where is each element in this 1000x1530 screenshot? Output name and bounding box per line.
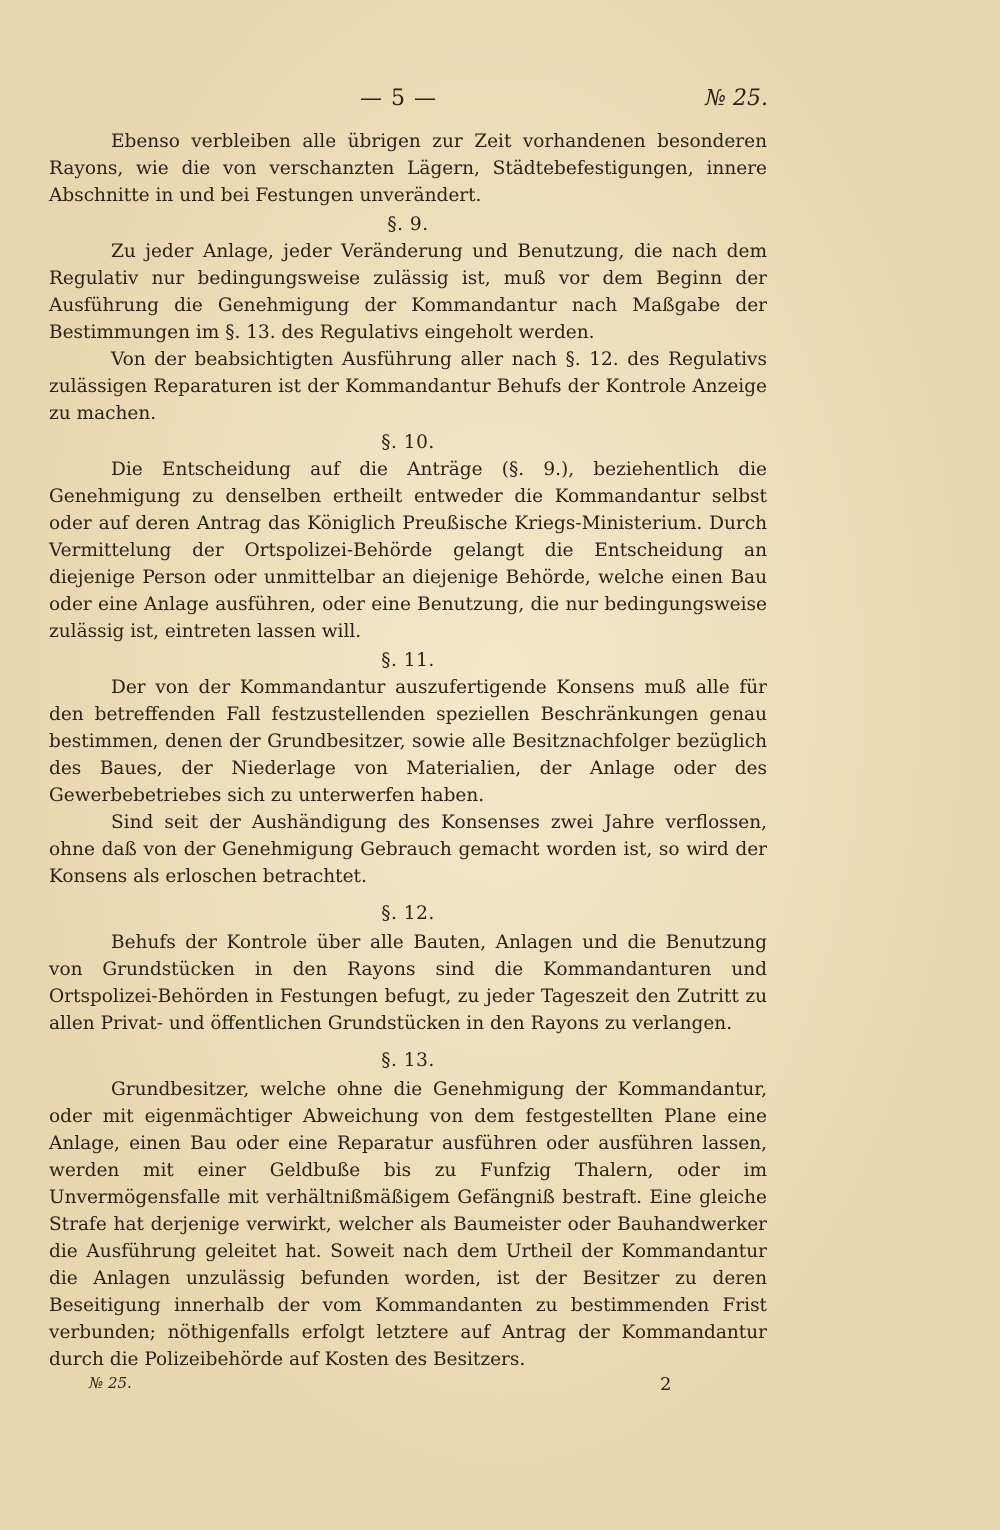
section-heading-13: §. 13. (381, 1050, 435, 1071)
section-heading-11: §. 11. (381, 650, 435, 671)
section-heading-12: §. 12. (381, 903, 435, 924)
section-9-paragraph-1: Zu jeder Anlage, jeder Veränderung und Benutzung, die nach dem Regulativ nur bedingungsweise zulässig ist, muß vor dem Beginn der Ausführung die Genehmigung der Kommandantur nach Maßgabe der Bestimmungen im §. 13. des Regulativs eingeholt werden. (49, 241, 767, 343)
footer-signature-mark: № 25. (89, 1374, 132, 1392)
body-text (49, 128, 767, 1373)
page-footer (0, 1374, 1000, 1404)
section-11-paragraph-2: Sind seit der Aushändigung des Konsenses zwei Jahre verflossen, ohne daß von der Genehmigung Gebrauch gemacht worden ist, so wird der Konsens als erloschen betrachtet. (49, 812, 767, 887)
intro-paragraph: Ebenso verbleiben alle übrigen zur Zeit vorhandenen besonderen Rayons, wie die von verschanzten Lägern, Städtebefestigungen, innere Abschnitte in und bei Festungen unverändert. (49, 131, 767, 206)
section-heading-9: §. 9. (387, 214, 429, 235)
section-10-paragraph-1: Die Entscheidung auf die Anträge (§. 9.), beziehentlich die Genehmigung zu denselben ertheilt entweder die Kommandantur selbst oder auf deren Antrag das Königlich Preußische Kriegs-Ministerium. Durch Vermittelung der Ortspolizei-Behörde gelangt die Entscheidung an diejenige Person oder unmittelbar an diejenige Behörde, welche einen Bau oder eine Anlage ausführen, oder eine Benutzung, die nur bedingungsweise zulässig ist, eintreten lassen will. (49, 459, 767, 642)
page-header (0, 86, 1000, 122)
section-heading-10: §. 10. (381, 432, 435, 453)
page-number: — 5 — (360, 86, 437, 111)
section-12-paragraph-1: Behufs der Kontrole über alle Bauten, Anlagen und die Benutzung von Grundstücken in den Rayons sind die Kommandanturen und Ortspolizei-Behörden in Festungen befugt, zu jeder Tageszeit den Zutritt zu allen Privat- und öffentlichen Grundstücken in den Rayons zu verlangen. (49, 932, 767, 1034)
section-13-paragraph-1: Grundbesitzer, welche ohne die Genehmigung der Kommandantur, oder mit eigenmächtiger Abweichung von dem festgestellten Plane eine Anlage, einen Bau oder eine Reparatur ausführen oder ausführen lassen, werden mit einer Geldbuße bis zu Funfzig Thalern, oder im Unvermögensfalle mit verhältnißmäßigem Gefängniß bestraft. Eine gleiche Strafe hat derjenige verwirkt, welcher als Baumeister oder Bauhandwerker die Ausführung geleitet hat. Soweit nach dem Urtheil der Kommandantur die Anlagen unzulässig befunden worden, ist der Besitzer zu deren Beseitigung innerhalb der vom Kommandanten zu bestimmenden Frist verbunden; nöthigenfalls erfolgt letztere auf Antrag der Kommandantur durch die Polizeibehörde auf Kosten des Besitzers. (49, 1079, 767, 1370)
document-number: № 25. (705, 86, 768, 111)
section-11-paragraph-1: Der von der Kommandantur auszufertigende Konsens muß alle für den betreffenden Fall festzustellenden speziellen Beschränkungen genau bestimmen, denen der Grundbesitzer, sowie alle Besitznachfolger bezüglich des Baues, der Niederlage von Materialien, der Anlage oder des Gewerbebetriebes sich zu unterwerfen haben. (49, 677, 767, 806)
sheet-number: 2 (660, 1374, 672, 1395)
section-9-paragraph-2: Von der beabsichtigten Ausführung aller nach §. 12. des Regulativs zulässigen Reparaturen ist der Kommandantur Behufs der Kontrole Anzeige zu machen. (49, 349, 767, 424)
